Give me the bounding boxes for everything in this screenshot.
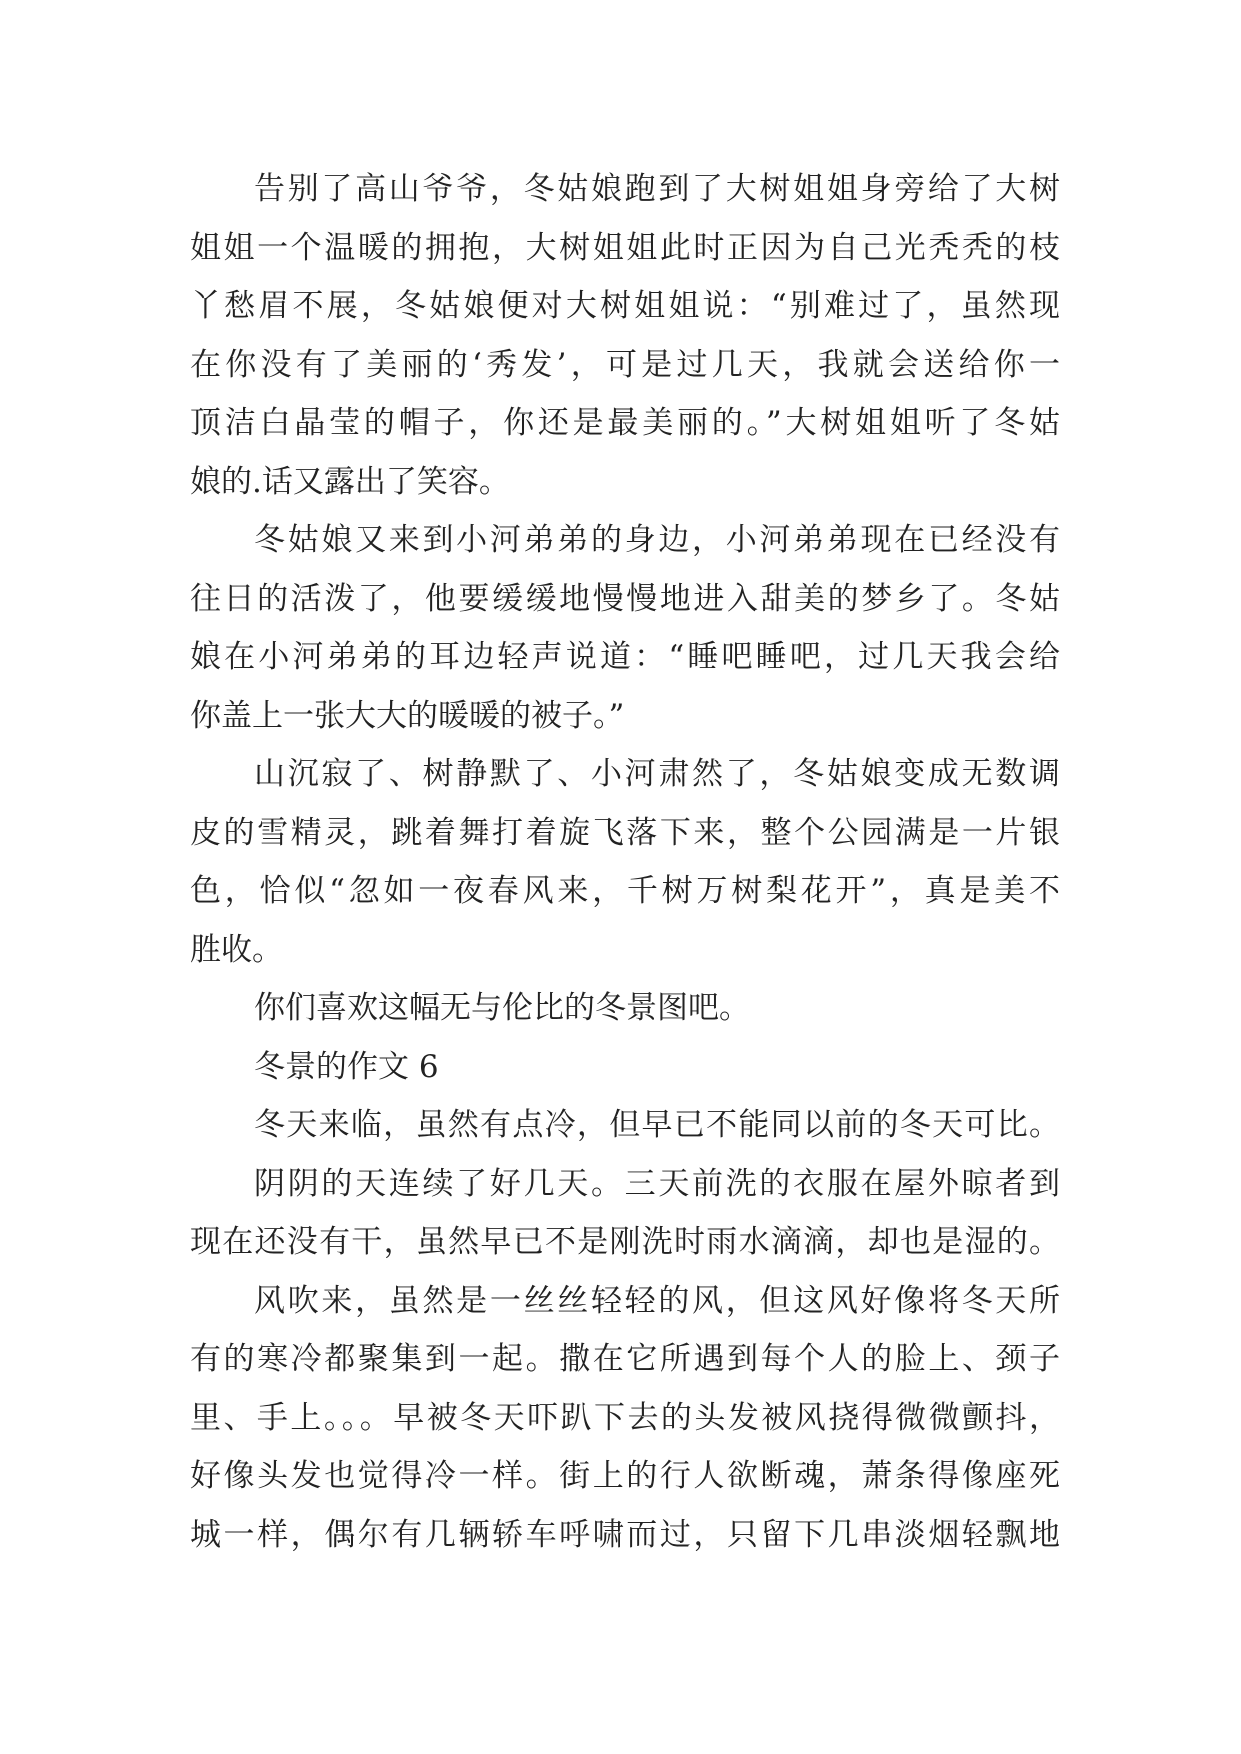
text-line: 现在还没有干，虽然早已不是刚洗时雨水滴滴，却也是湿的。 <box>190 1224 1060 1260</box>
text-line: 好像头发也觉得冷一样。街上的行人欲断魂，萧条得像座死 <box>190 1458 1060 1494</box>
text-line: 阴阴的天连续了好几天。三天前洗的衣服在屋外晾者到 <box>254 1165 1060 1202</box>
text-line: 山沉寂了、树静默了、小河肃然了，冬姑娘变成无数调 <box>254 756 1060 792</box>
text-line: 你盖上一张大大的暖暖的被子。” <box>190 697 625 734</box>
text-line: 姐姐一个温暖的拥抱，大树姐姐此时正因为自己光秃秃的枝 <box>190 229 1060 266</box>
text-line: 在你没有了美丽的‘秀发’，可是过几天，我就会送给你一 <box>190 346 1060 383</box>
text-line: 顶洁白晶莹的帽子，你还是最美丽的。”大树姐姐听了冬姑 <box>190 405 1060 441</box>
text-line: 娘的.话又露出了笑容。 <box>190 463 510 500</box>
document-body <box>190 160 1060 1564</box>
text-line: 有的寒冷都聚集到一起。撒在它所遇到每个人的脸上、颈子 <box>190 1341 1060 1377</box>
text-line: 冬景的作文 6 <box>254 1048 439 1085</box>
text-line: 娘在小河弟弟的耳边轻声说道：“睡吧睡吧，过几天我会给 <box>190 639 1060 675</box>
text-line: 往日的活泼了，他要缓缓地慢慢地进入甜美的梦乡了。冬姑 <box>190 580 1060 617</box>
text-line: 城一样，偶尔有几辆轿车呼啸而过，只留下几串淡烟轻飘地 <box>190 1516 1060 1553</box>
text-line: 皮的雪精灵，跳着舞打着旋飞落下来，整个公园满是一片银 <box>190 814 1060 851</box>
text-line: 冬天来临，虽然有点冷，但早已不能同以前的冬天可比。 <box>254 1107 1060 1143</box>
text-line: 你们喜欢这幅无与伦比的冬景图吧。 <box>254 990 750 1026</box>
text-line: 风吹来，虽然是一丝丝轻轻的风，但这风好像将冬天所 <box>254 1282 1060 1319</box>
text-line: 丫愁眉不展，冬姑娘便对大树姐姐说：“别难过了，虽然现 <box>190 288 1060 324</box>
text-line: 里、手上。。。早被冬天吓趴下去的头发被风挠得微微颤抖， <box>190 1399 1060 1436</box>
text-line: 色，恰似“忽如一夜春风来，千树万树梨花开”，真是美不 <box>190 873 1060 909</box>
text-line: 冬姑娘又来到小河弟弟的身边，小河弟弟现在已经没有 <box>254 522 1060 558</box>
text-line: 告别了高山爷爷，冬姑娘跑到了大树姐姐身旁给了大树 <box>254 171 1060 207</box>
text-line: 胜收。 <box>190 931 283 968</box>
